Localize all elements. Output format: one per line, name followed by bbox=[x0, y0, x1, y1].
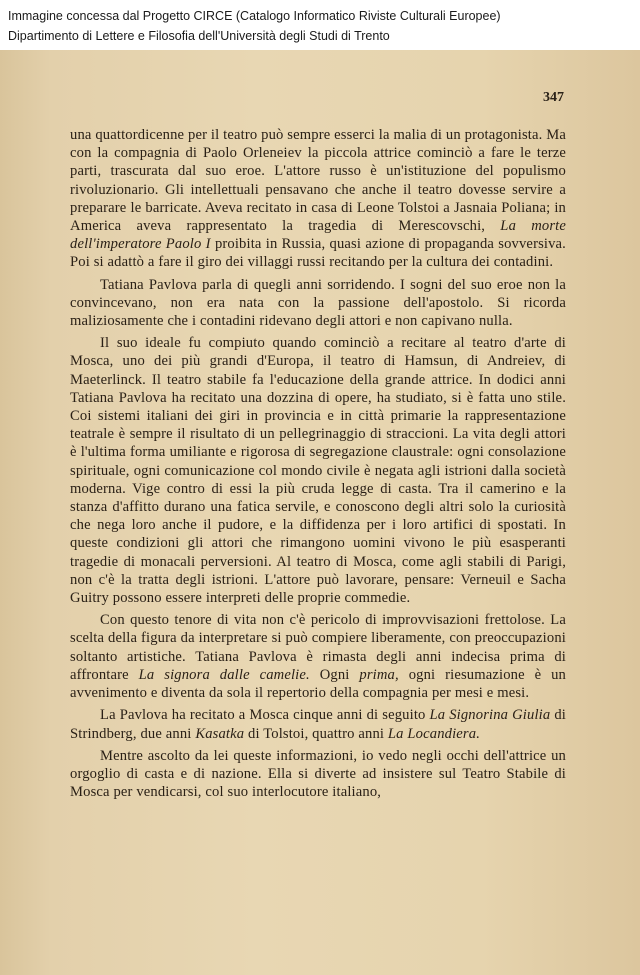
paragraph-4-title: La signora dalle camelie. bbox=[138, 666, 310, 683]
paragraph-5 bbox=[70, 706, 566, 742]
paragraph-4-prima: prima, bbox=[359, 666, 399, 683]
paragraph-4-end: ogni riesumazione è un avvenimento e diventa da sola il repertorio della compagnia per mesi e mesi. bbox=[70, 666, 566, 702]
paragraph-5-title-1: La Signorina Giulia bbox=[429, 707, 551, 724]
paragraph-3: Il suo ideale fu compiuto quando cominciò a recitare al teatro d'arte di Mosca, uno dei più grandi d'Europa, il teatro di Hamsun, di Andreiev, di Maeterlinck. Il teatro stabile fa l'educazione della grande attrice. In dodici anni Tatiana Pavlova ha recitato una dozzina di opere, ha studiato, si è fatta uno stile. Coi sistemi italiani dei giri in provincia e in città primarie la rappresentazione teatrale è sempre il risultato di un pellegrinaggio di straccioni. La vita degli attori è l'ultima forma umiliante e rigorosa di segregazione claustrale: ogni consolazione spirituale, ogni comunicazione col mondo civile è negata agli istrioni dalla società moderna. Vige contro di essi la più cruda legge di casta. Tra il camerino e la stanza d'affitto durano una fatica servile, e conoscono degli altri solo la curiosità che nega loro anche il pudore, e la diffidenza per i loro artifici di spostati. In queste condizioni gli attori che rimangono uomini vivono le più esasperanti tragedie di monacali perversioni. Al teatro di Mosca, come agli stabili di Parigi, non c'è la tratta degli istrioni. L'attore può lavorare, pensare: Verneuil e Sacha Guitry possono essere interpreti delle proprie commedie. bbox=[70, 335, 566, 607]
paragraph-5-mid-1: di Strindberg, due anni bbox=[70, 707, 566, 742]
paragraph-5-title-2: Kasatka bbox=[195, 725, 245, 742]
paragraph-1 bbox=[70, 126, 566, 272]
paragraph-1-title: La morte dell'imperatore Paolo I bbox=[70, 218, 566, 253]
body-text bbox=[70, 126, 566, 805]
paragraph-6: Mentre ascolto da lei queste informazioni, io vedo negli occhi dell'attrice un orgoglio di casta e di nazione. Ella si diverte ad insistere sul Teatro Stabile di Mosca per vendicarsi, col suo interlocutore italiano, bbox=[70, 747, 566, 801]
paragraph-4-mid: Ogni bbox=[319, 666, 350, 683]
paragraph-4-text: Con questo tenore di vita non c'è pericolo di improvvisazioni frettolose. La scelta della figura da interpretare si può compiere liberamente, con preoccupazioni soltanto artistiche. Tatiana Pavlova è rimasta degli anni indecisa prima di affrontare bbox=[70, 612, 566, 683]
paragraph-5-mid-2: di Tolstoi, quattro anni bbox=[248, 725, 385, 742]
credit-line-2: Dipartimento di Lettere e Filosofia dell'Università degli Studi di Trento bbox=[8, 29, 390, 43]
page-number: 347 bbox=[543, 90, 564, 105]
paragraph-4 bbox=[70, 611, 566, 702]
scanned-page bbox=[0, 50, 640, 975]
paragraph-1-text: una quattordicenne per il teatro può sempre esserci la malia di un protagonista. Ma con la compagnia di Paolo Orleneiev la piccola attrice cominciò a fare le terze parti, trascurata dal suo eroe. L'attore russo è un'istituzione del populismo rivoluzionario. Gli intellettuali pensavano che anche il teatro dovesse servire a preparare le barricate. Aveva recitato in casa di Leone Tolstoi a Jasnaia Poliana; in America aveva rappresentato la tragedia di Merescovschi, bbox=[70, 127, 566, 235]
paragraph-5-text: La Pavlova ha recitato a Mosca cinque anni di seguito bbox=[100, 707, 426, 724]
credit-banner bbox=[0, 0, 640, 50]
paragraph-1-end: proibita in Russia, quasi azione di propaganda sovversiva. Poi si adattò a fare il giro dei villaggi russi recitando per la cultura dei contadini. bbox=[70, 236, 566, 271]
paragraph-5-title-3: La Locandiera. bbox=[387, 725, 481, 742]
paragraph-2: Tatiana Pavlova parla di quegli anni sorridendo. I sogni del suo eroe non la convincevano, non era nata con la passione dell'apostolo. Si ricorda maliziosamente che i contadini ridevano degli attori e non capivano nulla. bbox=[70, 276, 566, 330]
credit-line-1: Immagine concessa dal Progetto CIRCE (Catalogo Informatico Riviste Culturali Europee) bbox=[8, 9, 501, 23]
